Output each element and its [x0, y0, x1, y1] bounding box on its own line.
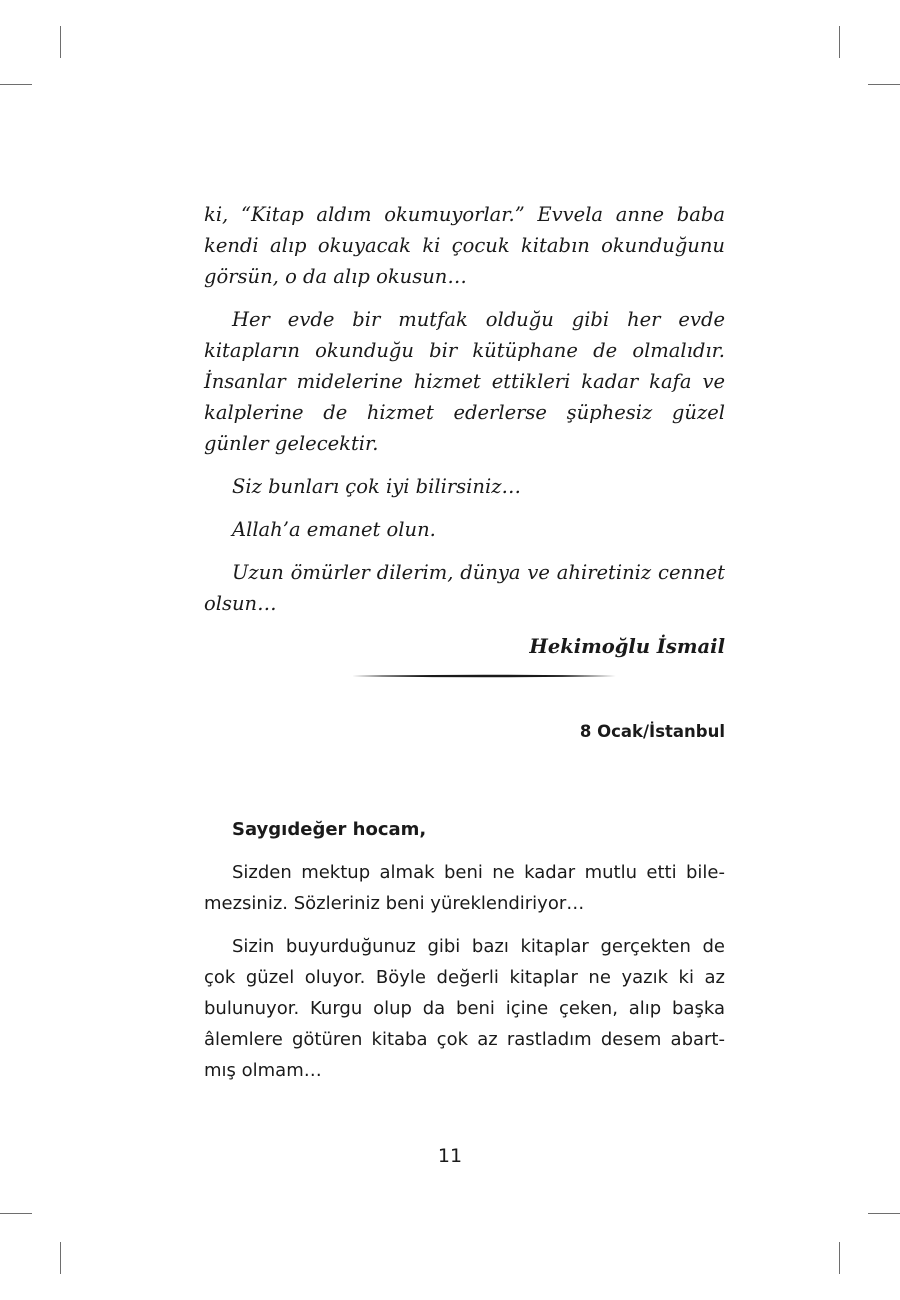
crop-mark-bottom-left-vertical	[60, 1242, 61, 1274]
letter-two	[204, 716, 725, 1098]
page-number: 11	[437, 1145, 463, 1167]
letter-one	[204, 199, 725, 662]
letter-one-paragraph: Allah’a emanet olun.	[232, 518, 436, 541]
letter-two-paragraph: Sizin buyurduğunuz gibi bazı kitaplar gerçekten de çok güzel oluyor. Böyle değerli kitaplar ne yazık ki az bulunuyor. Kurgu olup da beni içine çeken, alıp başka âlemlere götüren kitaba çok az rastladım desem abartmış olmam…	[204, 936, 725, 1081]
salutation: Saygıdeğer hocam,	[232, 819, 427, 840]
letter-one-paragraph: ki, “Kitap aldım okumuyorlar.” Evvela anne baba kendi alıp okuyacak ki çocuk kitabın okunduğunu görsün, o da alıp okusun…	[204, 203, 725, 288]
letter-one-paragraph: Uzun ömürler dilerim, dünya ve ahiretiniz cennet olsun…	[204, 561, 725, 615]
section-divider	[352, 674, 616, 678]
letter-two-paragraph: Sizden mektup almak beni ne kadar mutlu etti bilemezsiniz. Sözleriniz beni yüreklendiriyor…	[204, 862, 725, 914]
signature: Hekimoğlu İsmail	[529, 635, 725, 658]
crop-mark-bottom-left-horizontal	[0, 1213, 32, 1214]
crop-mark-top-right-horizontal	[868, 84, 900, 85]
crop-mark-top-left-horizontal	[0, 84, 32, 85]
crop-mark-top-right-vertical	[839, 26, 840, 58]
crop-mark-bottom-right-horizontal	[868, 1213, 900, 1214]
crop-mark-top-left-vertical	[60, 26, 61, 58]
letter-one-paragraph: Her evde bir mutfak olduğu gibi her evde kitapların okunduğu bir kütüphane de olmalıdır. İnsanlar midelerine hizmet ettikleri kadar kafa ve kalplerine de hizmet ederlerse şüphesiz güzel günler gelecektir.	[204, 308, 725, 455]
letter-one-paragraph: Siz bunları çok iyi bilirsiniz…	[232, 475, 521, 498]
crop-mark-bottom-right-vertical	[839, 1242, 840, 1274]
dateline: 8 Ocak/İstanbul	[579, 722, 725, 741]
